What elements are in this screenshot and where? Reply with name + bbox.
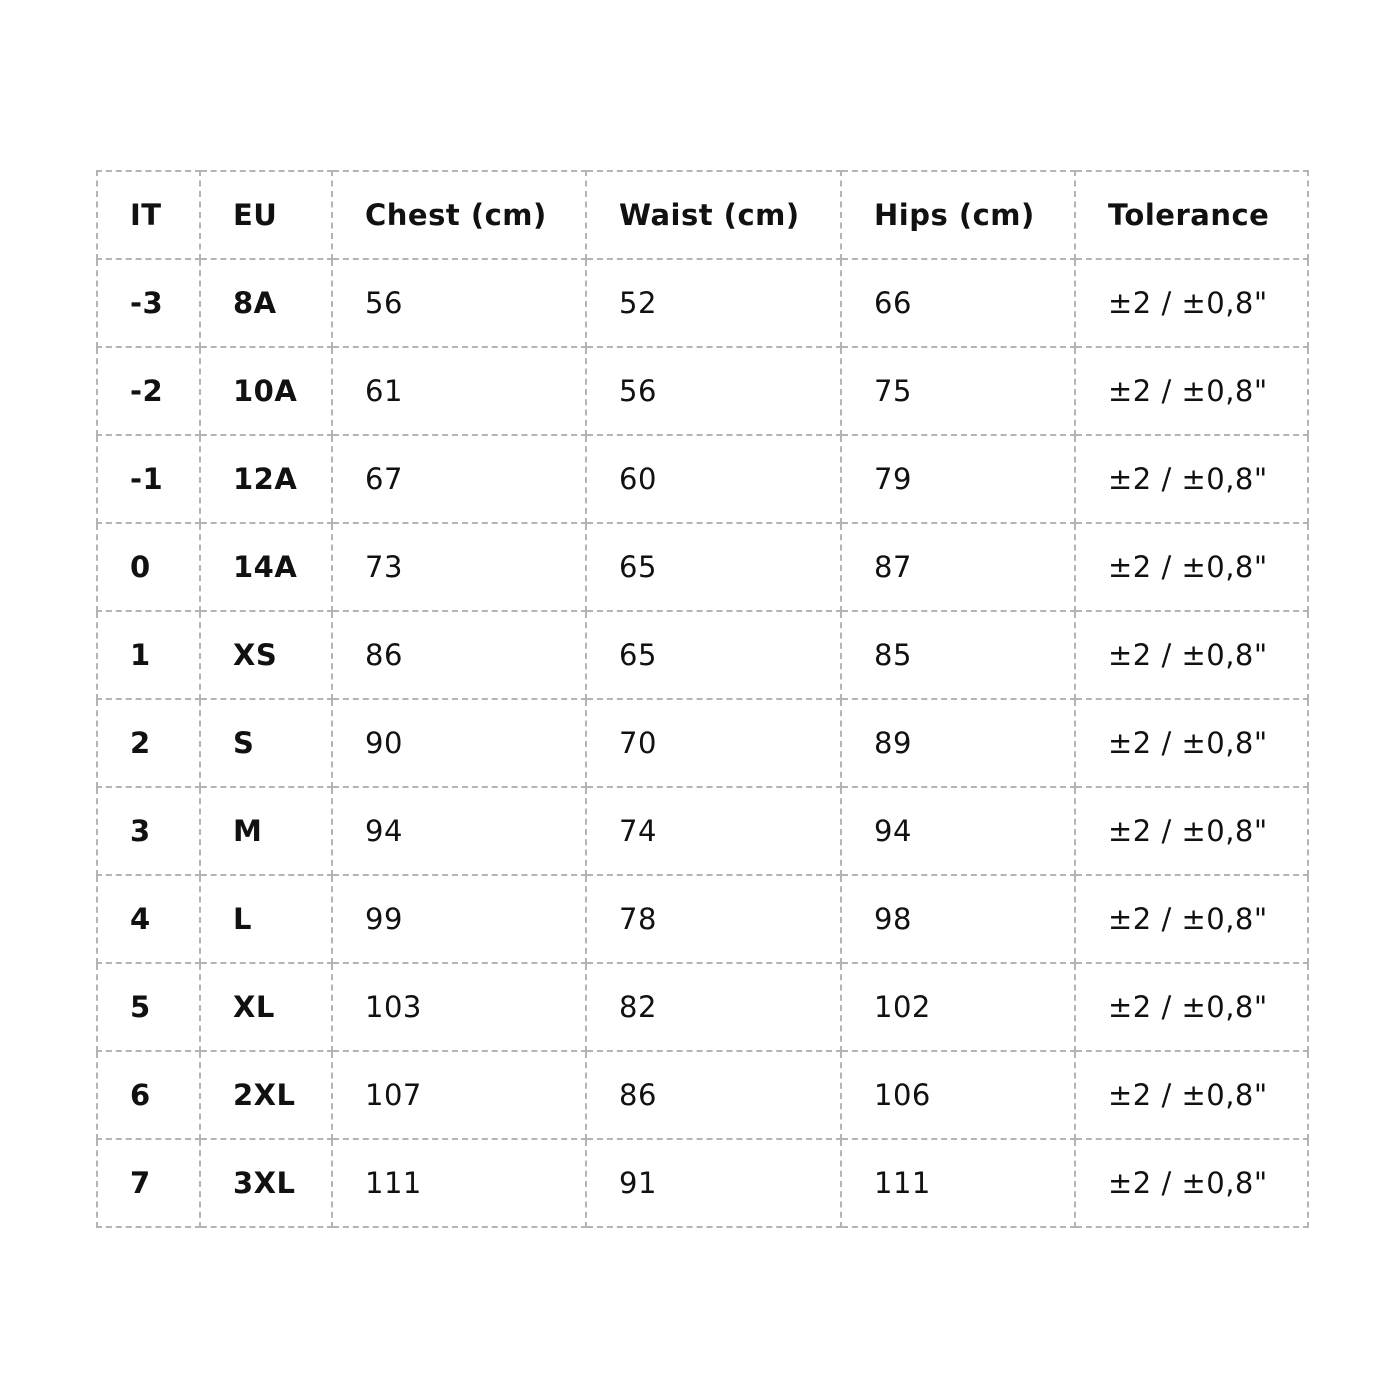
cell-tolerance: ±2 / ±0,8": [1075, 1139, 1308, 1227]
cell-eu: 8A: [200, 259, 332, 347]
cell-waist: 65: [586, 611, 841, 699]
cell-hips: 98: [841, 875, 1075, 963]
cell-chest: 90: [332, 699, 586, 787]
cell-waist: 74: [586, 787, 841, 875]
header-it: IT: [97, 171, 200, 259]
cell-tolerance: ±2 / ±0,8": [1075, 963, 1308, 1051]
cell-chest: 61: [332, 347, 586, 435]
cell-tolerance: ±2 / ±0,8": [1075, 1051, 1308, 1139]
cell-waist: 52: [586, 259, 841, 347]
header-waist: Waist (cm): [586, 171, 841, 259]
cell-eu: 12A: [200, 435, 332, 523]
table-row: [97, 611, 1308, 699]
cell-hips: 89: [841, 699, 1075, 787]
header-hips: Hips (cm): [841, 171, 1075, 259]
cell-chest: 111: [332, 1139, 586, 1227]
cell-hips: 94: [841, 787, 1075, 875]
cell-eu: S: [200, 699, 332, 787]
cell-hips: 75: [841, 347, 1075, 435]
header-tolerance: Tolerance: [1075, 171, 1308, 259]
cell-tolerance: ±2 / ±0,8": [1075, 347, 1308, 435]
header-chest: Chest (cm): [332, 171, 586, 259]
cell-tolerance: ±2 / ±0,8": [1075, 435, 1308, 523]
cell-eu: XS: [200, 611, 332, 699]
cell-chest: 103: [332, 963, 586, 1051]
cell-hips: 111: [841, 1139, 1075, 1227]
cell-chest: 86: [332, 611, 586, 699]
cell-waist: 70: [586, 699, 841, 787]
table-row: [97, 787, 1308, 875]
cell-it: 1: [97, 611, 200, 699]
table-body: [97, 259, 1308, 1227]
cell-tolerance: ±2 / ±0,8": [1075, 523, 1308, 611]
table-header: [97, 171, 1308, 259]
size-chart-table: [96, 170, 1309, 1228]
cell-hips: 87: [841, 523, 1075, 611]
table-row: [97, 523, 1308, 611]
cell-hips: 85: [841, 611, 1075, 699]
cell-waist: 65: [586, 523, 841, 611]
cell-eu: L: [200, 875, 332, 963]
cell-hips: 102: [841, 963, 1075, 1051]
cell-eu: 2XL: [200, 1051, 332, 1139]
table-row: [97, 1051, 1308, 1139]
cell-eu: 3XL: [200, 1139, 332, 1227]
cell-waist: 78: [586, 875, 841, 963]
cell-waist: 91: [586, 1139, 841, 1227]
header-eu: EU: [200, 171, 332, 259]
cell-it: -2: [97, 347, 200, 435]
cell-it: 6: [97, 1051, 200, 1139]
cell-chest: 94: [332, 787, 586, 875]
cell-hips: 79: [841, 435, 1075, 523]
table-row: [97, 1139, 1308, 1227]
header-row: [97, 171, 1308, 259]
table-row: [97, 875, 1308, 963]
cell-tolerance: ±2 / ±0,8": [1075, 875, 1308, 963]
cell-tolerance: ±2 / ±0,8": [1075, 611, 1308, 699]
cell-chest: 107: [332, 1051, 586, 1139]
cell-it: -1: [97, 435, 200, 523]
cell-eu: M: [200, 787, 332, 875]
cell-chest: 99: [332, 875, 586, 963]
cell-it: 4: [97, 875, 200, 963]
cell-tolerance: ±2 / ±0,8": [1075, 787, 1308, 875]
cell-chest: 73: [332, 523, 586, 611]
table-row: [97, 435, 1308, 523]
cell-eu: 14A: [200, 523, 332, 611]
cell-hips: 66: [841, 259, 1075, 347]
cell-chest: 56: [332, 259, 586, 347]
cell-tolerance: ±2 / ±0,8": [1075, 259, 1308, 347]
cell-it: 3: [97, 787, 200, 875]
cell-it: 5: [97, 963, 200, 1051]
cell-it: 0: [97, 523, 200, 611]
cell-waist: 56: [586, 347, 841, 435]
table-row: [97, 347, 1308, 435]
cell-eu: 10A: [200, 347, 332, 435]
cell-waist: 60: [586, 435, 841, 523]
cell-it: 7: [97, 1139, 200, 1227]
table-row: [97, 699, 1308, 787]
cell-eu: XL: [200, 963, 332, 1051]
cell-waist: 82: [586, 963, 841, 1051]
cell-hips: 106: [841, 1051, 1075, 1139]
cell-waist: 86: [586, 1051, 841, 1139]
table-row: [97, 259, 1308, 347]
cell-chest: 67: [332, 435, 586, 523]
cell-it: -3: [97, 259, 200, 347]
cell-tolerance: ±2 / ±0,8": [1075, 699, 1308, 787]
table-row: [97, 963, 1308, 1051]
cell-it: 2: [97, 699, 200, 787]
